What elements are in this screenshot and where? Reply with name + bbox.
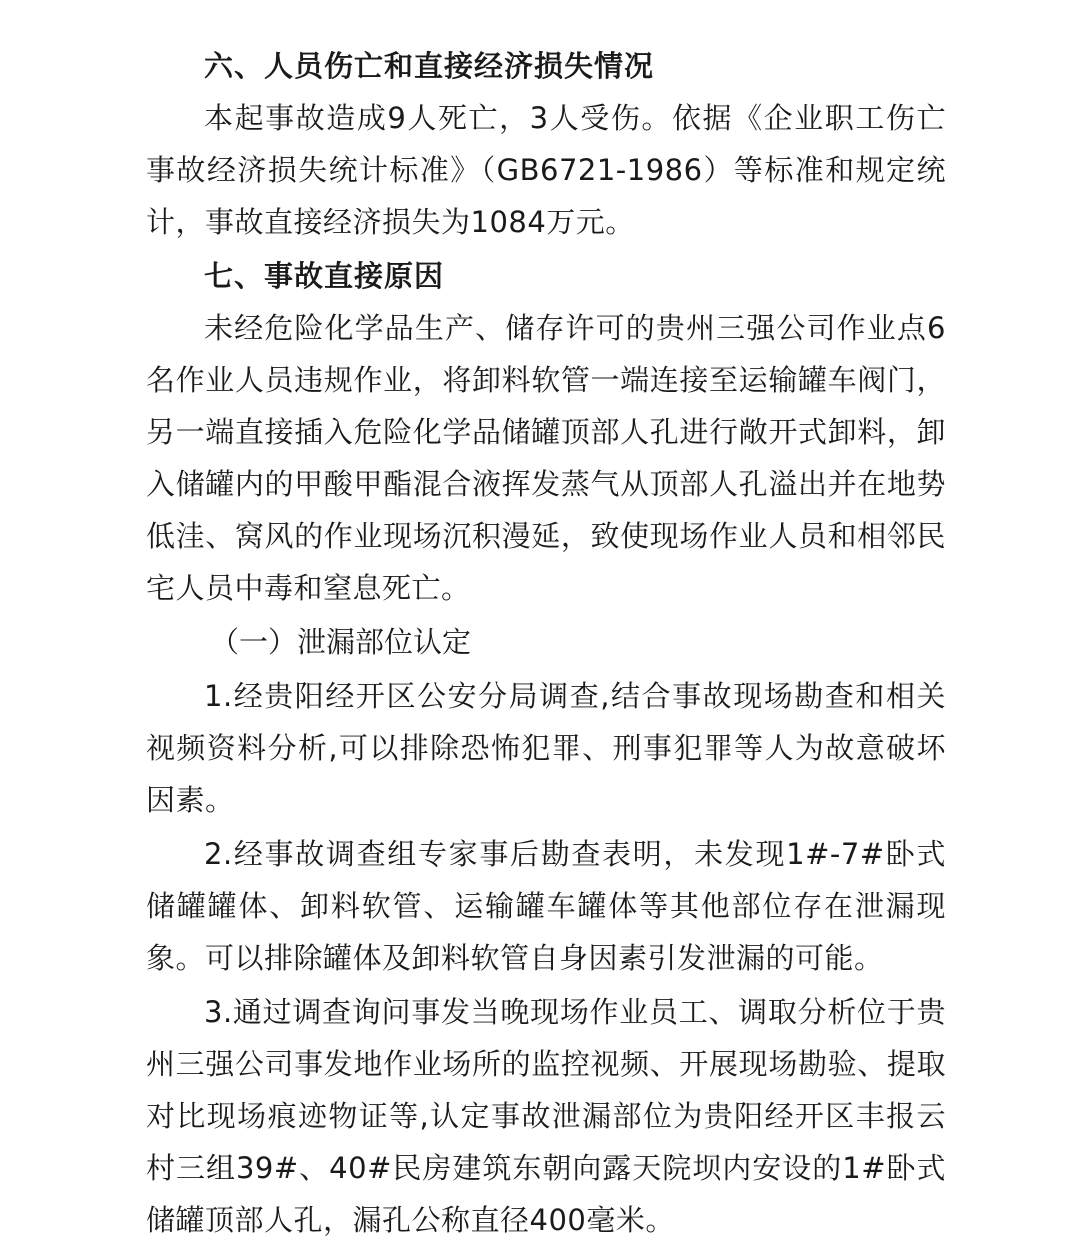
paragraph-direct-cause: 未经危险化学品生产、储存许可的贵州三强公司作业点6名作业人员违规作业，将卸料软管一端连接至运输罐车阀门，另一端直接插入危险化学品储罐顶部人孔进行敞开式卸料，卸入储罐内的甲酸甲酯混合液挥发蒸气从顶部人孔溢出并在地势低洼、窝风的作业现场沉积漫延，致使现场作业人员和相邻民宅人员中毒和窒息死亡。 (146, 311, 946, 605)
document-body (146, 40, 946, 1246)
section-heading-direct-cause: 七、事故直接原因 (204, 259, 445, 293)
subsection-heading-leak-location: （一）泄漏部位认定 (210, 625, 472, 659)
list-item-1: 1.经贵阳经开区公安分局调查,结合事故现场勘查和相关视频资料分析,可以排除恐怖犯罪、刑事犯罪等人为故意破坏因素。 (146, 679, 946, 817)
paragraph-casualties-losses: 本起事故造成9人死亡，3人受伤。依据《企业职工伤亡事故经济损失统计标准》（GB6721-1986）等标准和规定统计，事故直接经济损失为1084万元。 (146, 101, 946, 239)
list-item-2: 2.经事故调查组专家事后勘查表明，未发现1#-7#卧式储罐罐体、卸料软管、运输罐车罐体等其他部位存在泄漏现象。可以排除罐体及卸料软管自身因素引发泄漏的可能。 (146, 837, 946, 975)
section-heading-casualties-losses: 六、人员伤亡和直接经济损失情况 (204, 49, 655, 83)
list-item-3: 3.通过调查询问事发当晚现场作业员工、调取分析位于贵州三强公司事发地作业场所的监控视频、开展现场勘验、提取对比现场痕迹物证等,认定事故泄漏部位为贵阳经开区丰报云村三组39#、40#民房建筑东朝向露天院坝内安设的1#卧式储罐顶部人孔，漏孔公称直径400毫米。 (146, 995, 946, 1237)
